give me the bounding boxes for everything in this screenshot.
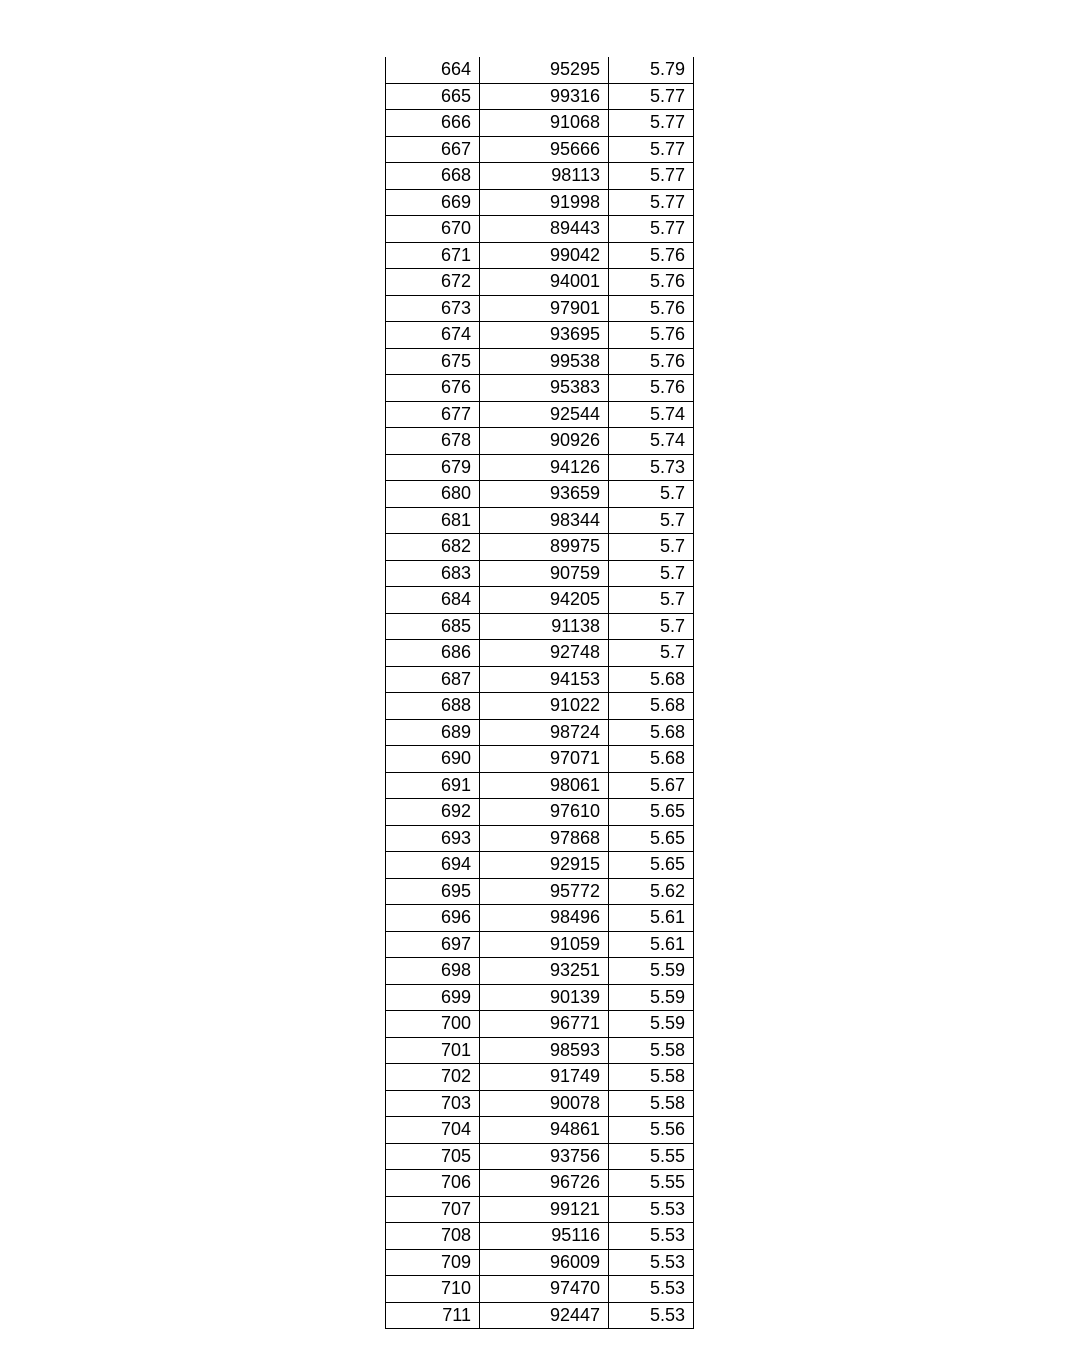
row-number-cell: 699 bbox=[386, 984, 480, 1011]
row-number-cell: 692 bbox=[386, 799, 480, 826]
row-number-cell: 708 bbox=[386, 1223, 480, 1250]
row-number-cell: 668 bbox=[386, 163, 480, 190]
table-row bbox=[386, 1064, 694, 1091]
value-cell: 93695 bbox=[480, 322, 609, 349]
score-cell: 5.65 bbox=[609, 825, 694, 852]
value-cell: 97868 bbox=[480, 825, 609, 852]
value-cell: 94205 bbox=[480, 587, 609, 614]
value-cell: 93251 bbox=[480, 958, 609, 985]
score-cell: 5.7 bbox=[609, 587, 694, 614]
table-row bbox=[386, 693, 694, 720]
score-cell: 5.53 bbox=[609, 1196, 694, 1223]
score-cell: 5.77 bbox=[609, 189, 694, 216]
score-cell: 5.74 bbox=[609, 401, 694, 428]
value-cell: 91022 bbox=[480, 693, 609, 720]
row-number-cell: 678 bbox=[386, 428, 480, 455]
data-table bbox=[385, 57, 694, 1329]
table-row bbox=[386, 269, 694, 296]
table-row bbox=[386, 83, 694, 110]
table-body bbox=[386, 57, 694, 1329]
table-row bbox=[386, 958, 694, 985]
value-cell: 98724 bbox=[480, 719, 609, 746]
row-number-cell: 706 bbox=[386, 1170, 480, 1197]
row-number-cell: 665 bbox=[386, 83, 480, 110]
value-cell: 91998 bbox=[480, 189, 609, 216]
row-number-cell: 689 bbox=[386, 719, 480, 746]
table-row bbox=[386, 666, 694, 693]
value-cell: 90078 bbox=[480, 1090, 609, 1117]
value-cell: 93756 bbox=[480, 1143, 609, 1170]
value-cell: 97470 bbox=[480, 1276, 609, 1303]
score-cell: 5.77 bbox=[609, 136, 694, 163]
table-row bbox=[386, 163, 694, 190]
row-number-cell: 680 bbox=[386, 481, 480, 508]
score-cell: 5.7 bbox=[609, 640, 694, 667]
value-cell: 94153 bbox=[480, 666, 609, 693]
score-cell: 5.76 bbox=[609, 375, 694, 402]
row-number-cell: 700 bbox=[386, 1011, 480, 1038]
score-cell: 5.65 bbox=[609, 799, 694, 826]
score-cell: 5.53 bbox=[609, 1249, 694, 1276]
table-row bbox=[386, 931, 694, 958]
score-cell: 5.68 bbox=[609, 666, 694, 693]
value-cell: 95666 bbox=[480, 136, 609, 163]
row-number-cell: 705 bbox=[386, 1143, 480, 1170]
table-row bbox=[386, 348, 694, 375]
score-cell: 5.55 bbox=[609, 1170, 694, 1197]
row-number-cell: 666 bbox=[386, 110, 480, 137]
value-cell: 90139 bbox=[480, 984, 609, 1011]
row-number-cell: 685 bbox=[386, 613, 480, 640]
score-cell: 5.77 bbox=[609, 83, 694, 110]
value-cell: 98593 bbox=[480, 1037, 609, 1064]
value-cell: 98113 bbox=[480, 163, 609, 190]
row-number-cell: 704 bbox=[386, 1117, 480, 1144]
value-cell: 93659 bbox=[480, 481, 609, 508]
score-cell: 5.59 bbox=[609, 984, 694, 1011]
value-cell: 91138 bbox=[480, 613, 609, 640]
score-cell: 5.53 bbox=[609, 1223, 694, 1250]
table-row bbox=[386, 560, 694, 587]
score-cell: 5.61 bbox=[609, 931, 694, 958]
table-row bbox=[386, 57, 694, 83]
score-cell: 5.53 bbox=[609, 1276, 694, 1303]
value-cell: 98344 bbox=[480, 507, 609, 534]
table-row bbox=[386, 216, 694, 243]
row-number-cell: 703 bbox=[386, 1090, 480, 1117]
table-row bbox=[386, 1170, 694, 1197]
table-row bbox=[386, 640, 694, 667]
value-cell: 99042 bbox=[480, 242, 609, 269]
table-row bbox=[386, 136, 694, 163]
table-row bbox=[386, 905, 694, 932]
value-cell: 89443 bbox=[480, 216, 609, 243]
score-cell: 5.76 bbox=[609, 322, 694, 349]
value-cell: 90926 bbox=[480, 428, 609, 455]
row-number-cell: 686 bbox=[386, 640, 480, 667]
score-cell: 5.68 bbox=[609, 746, 694, 773]
row-number-cell: 711 bbox=[386, 1302, 480, 1329]
table-row bbox=[386, 1302, 694, 1329]
score-cell: 5.68 bbox=[609, 719, 694, 746]
table-row bbox=[386, 799, 694, 826]
score-cell: 5.62 bbox=[609, 878, 694, 905]
score-cell: 5.77 bbox=[609, 163, 694, 190]
row-number-cell: 679 bbox=[386, 454, 480, 481]
value-cell: 95295 bbox=[480, 57, 609, 83]
table-row bbox=[386, 587, 694, 614]
row-number-cell: 676 bbox=[386, 375, 480, 402]
table-row bbox=[386, 507, 694, 534]
score-cell: 5.68 bbox=[609, 693, 694, 720]
value-cell: 94001 bbox=[480, 269, 609, 296]
table-row bbox=[386, 825, 694, 852]
row-number-cell: 675 bbox=[386, 348, 480, 375]
row-number-cell: 664 bbox=[386, 57, 480, 83]
row-number-cell: 683 bbox=[386, 560, 480, 587]
table-row bbox=[386, 746, 694, 773]
row-number-cell: 667 bbox=[386, 136, 480, 163]
score-cell: 5.74 bbox=[609, 428, 694, 455]
score-cell: 5.73 bbox=[609, 454, 694, 481]
table-row bbox=[386, 322, 694, 349]
row-number-cell: 697 bbox=[386, 931, 480, 958]
table-row bbox=[386, 984, 694, 1011]
score-cell: 5.59 bbox=[609, 958, 694, 985]
row-number-cell: 684 bbox=[386, 587, 480, 614]
value-cell: 95116 bbox=[480, 1223, 609, 1250]
value-cell: 96771 bbox=[480, 1011, 609, 1038]
row-number-cell: 696 bbox=[386, 905, 480, 932]
table-row bbox=[386, 481, 694, 508]
row-number-cell: 669 bbox=[386, 189, 480, 216]
score-cell: 5.7 bbox=[609, 613, 694, 640]
row-number-cell: 698 bbox=[386, 958, 480, 985]
row-number-cell: 707 bbox=[386, 1196, 480, 1223]
row-number-cell: 694 bbox=[386, 852, 480, 879]
value-cell: 92447 bbox=[480, 1302, 609, 1329]
score-cell: 5.76 bbox=[609, 269, 694, 296]
score-cell: 5.76 bbox=[609, 242, 694, 269]
value-cell: 97071 bbox=[480, 746, 609, 773]
value-cell: 95383 bbox=[480, 375, 609, 402]
value-cell: 98061 bbox=[480, 772, 609, 799]
score-cell: 5.7 bbox=[609, 534, 694, 561]
score-cell: 5.77 bbox=[609, 110, 694, 137]
table-row bbox=[386, 1117, 694, 1144]
value-cell: 91749 bbox=[480, 1064, 609, 1091]
value-cell: 96726 bbox=[480, 1170, 609, 1197]
table-row bbox=[386, 454, 694, 481]
table-row bbox=[386, 295, 694, 322]
value-cell: 99121 bbox=[480, 1196, 609, 1223]
score-cell: 5.61 bbox=[609, 905, 694, 932]
table-row bbox=[386, 1037, 694, 1064]
row-number-cell: 674 bbox=[386, 322, 480, 349]
table-row bbox=[386, 719, 694, 746]
score-cell: 5.7 bbox=[609, 481, 694, 508]
row-number-cell: 673 bbox=[386, 295, 480, 322]
value-cell: 99538 bbox=[480, 348, 609, 375]
score-cell: 5.58 bbox=[609, 1037, 694, 1064]
table-row bbox=[386, 375, 694, 402]
value-cell: 98496 bbox=[480, 905, 609, 932]
row-number-cell: 695 bbox=[386, 878, 480, 905]
row-number-cell: 693 bbox=[386, 825, 480, 852]
table-row bbox=[386, 852, 694, 879]
value-cell: 92748 bbox=[480, 640, 609, 667]
row-number-cell: 691 bbox=[386, 772, 480, 799]
value-cell: 96009 bbox=[480, 1249, 609, 1276]
table-row bbox=[386, 772, 694, 799]
score-cell: 5.77 bbox=[609, 216, 694, 243]
value-cell: 89975 bbox=[480, 534, 609, 561]
score-cell: 5.65 bbox=[609, 852, 694, 879]
row-number-cell: 671 bbox=[386, 242, 480, 269]
row-number-cell: 682 bbox=[386, 534, 480, 561]
table-row bbox=[386, 1090, 694, 1117]
table-row bbox=[386, 110, 694, 137]
value-cell: 92544 bbox=[480, 401, 609, 428]
score-cell: 5.7 bbox=[609, 560, 694, 587]
value-cell: 94861 bbox=[480, 1117, 609, 1144]
score-cell: 5.67 bbox=[609, 772, 694, 799]
row-number-cell: 688 bbox=[386, 693, 480, 720]
score-cell: 5.58 bbox=[609, 1090, 694, 1117]
value-cell: 92915 bbox=[480, 852, 609, 879]
row-number-cell: 690 bbox=[386, 746, 480, 773]
value-cell: 91068 bbox=[480, 110, 609, 137]
value-cell: 99316 bbox=[480, 83, 609, 110]
table-row bbox=[386, 428, 694, 455]
score-cell: 5.53 bbox=[609, 1302, 694, 1329]
table-row bbox=[386, 1276, 694, 1303]
score-cell: 5.58 bbox=[609, 1064, 694, 1091]
row-number-cell: 677 bbox=[386, 401, 480, 428]
table-row bbox=[386, 1011, 694, 1038]
table-row bbox=[386, 1143, 694, 1170]
row-number-cell: 702 bbox=[386, 1064, 480, 1091]
row-number-cell: 709 bbox=[386, 1249, 480, 1276]
score-cell: 5.7 bbox=[609, 507, 694, 534]
row-number-cell: 672 bbox=[386, 269, 480, 296]
value-cell: 90759 bbox=[480, 560, 609, 587]
table-row bbox=[386, 613, 694, 640]
score-cell: 5.76 bbox=[609, 348, 694, 375]
value-cell: 94126 bbox=[480, 454, 609, 481]
row-number-cell: 710 bbox=[386, 1276, 480, 1303]
score-cell: 5.55 bbox=[609, 1143, 694, 1170]
table-row bbox=[386, 1223, 694, 1250]
table-row bbox=[386, 878, 694, 905]
table-row bbox=[386, 242, 694, 269]
value-cell: 91059 bbox=[480, 931, 609, 958]
table-row bbox=[386, 1196, 694, 1223]
value-cell: 97610 bbox=[480, 799, 609, 826]
row-number-cell: 670 bbox=[386, 216, 480, 243]
table-row bbox=[386, 189, 694, 216]
score-cell: 5.79 bbox=[609, 57, 694, 83]
score-cell: 5.59 bbox=[609, 1011, 694, 1038]
row-number-cell: 701 bbox=[386, 1037, 480, 1064]
score-cell: 5.76 bbox=[609, 295, 694, 322]
table-row bbox=[386, 1249, 694, 1276]
value-cell: 95772 bbox=[480, 878, 609, 905]
row-number-cell: 687 bbox=[386, 666, 480, 693]
value-cell: 97901 bbox=[480, 295, 609, 322]
row-number-cell: 681 bbox=[386, 507, 480, 534]
table-row bbox=[386, 534, 694, 561]
score-cell: 5.56 bbox=[609, 1117, 694, 1144]
table-row bbox=[386, 401, 694, 428]
